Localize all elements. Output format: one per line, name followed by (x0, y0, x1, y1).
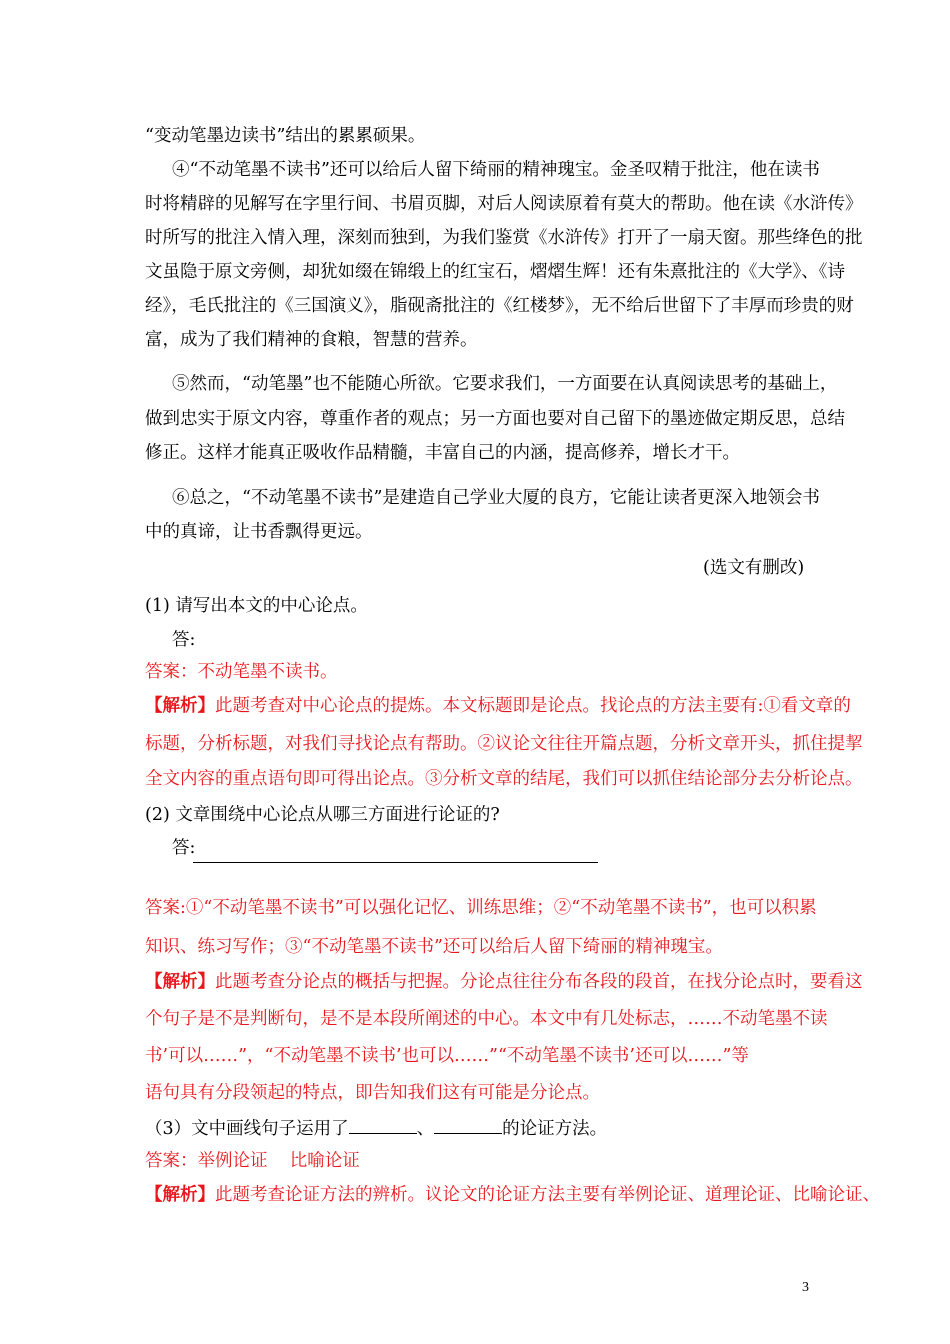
passage-p4-line-3: 时所写的批注入情入理，深刻而独到，为我们鉴赏《水浒传》打开了一扇天窗。那些绛色的批 (145, 228, 863, 248)
q2-question: (2) 文章围绕中心论点从哪三方面进行论证的? (145, 805, 500, 825)
q3-blank-1[interactable] (349, 1115, 417, 1134)
q3-analysis-tag: 【解析】 (145, 1185, 215, 1205)
q1-analysis-line-1 (145, 694, 851, 718)
passage-p5-line-2: 做到忠实于原文内容，尊重作者的观点；另一方面也要对自己留下的墨迹做定期反思，总结 (145, 409, 845, 429)
passage-p4-line-6: 富，成为了我们精神的食粮，智慧的营养。 (145, 330, 478, 350)
q2-analysis-tag: 【解析】 (145, 972, 215, 992)
q2-answer-line (172, 836, 195, 860)
passage-p4-line-2: 时将精辟的见解写在字里行间、书眉页脚，对后人阅读原着有莫大的帮助。他在读《水浒传》 (145, 194, 863, 214)
q2-answer-line-2: 知识、练习写作；③“不动笔墨不读书”还可以给后人留下绮丽的精神瑰宝。 (145, 937, 723, 957)
page-number: 3 (802, 1280, 809, 1295)
q1-analysis-line-3: 全文内容的重点语句即可得出论点。③分析文章的结尾，我们可以抓住结论部分去分析论点。 (145, 769, 863, 789)
q2-analysis-line-2: 个句子是不是判断句，是不是本段所阐述的中心。本文中有几处标志，……不动笔墨不读 (145, 1009, 828, 1029)
passage-p6-line-2: 中的真谛，让书香飘得更远。 (145, 522, 373, 542)
q3-question-sep: 、 (416, 1119, 435, 1139)
source-note: (选文有删改) (703, 558, 805, 578)
passage-p5-line-3: 修正。这样才能真正吸收作品精髓，丰富自己的内涵，提高修养，增长才干。 (145, 443, 740, 463)
q3-analysis-line-1 (145, 1183, 880, 1207)
passage-p4-line-4: 文虽隐于原文旁侧，却犹如缀在锦缎上的红宝石，熠熠生辉！还有朱熹批注的《大学》、《诗 (145, 262, 845, 282)
q2-answer-blank[interactable] (193, 862, 598, 863)
q1-analysis-line-2: 标题，分析标题，对我们寻找论点有帮助。②议论文往往开篇点题，分析文章开头，抓住提挈 (145, 734, 863, 754)
passage-p5-line-1: ⑤然而，“动笔墨”也不能随心所欲。它要求我们，一方面要在认真阅读思考的基础上， (172, 374, 838, 394)
q2-analysis-line-1 (145, 970, 863, 994)
passage-p6-line-1: ⑥总之，“不动笔墨不读书”是建造自己学业大厦的良方，它能让读者更深入地领会书 (172, 488, 820, 508)
passage-p4-line-5: 经》，毛氏批注的《三国演义》，脂砚斋批注的《红楼梦》，无不给后世留下了丰厚而珍贵的财 (145, 296, 854, 316)
q1-answer: 答案：不动笔墨不读书。 (145, 662, 338, 682)
q1-question: (1) 请写出本文的中心论点。 (145, 596, 368, 616)
q1-answer-prompt: 答: (172, 630, 196, 650)
q2-analysis-line-3: 书’可以……”，“不动笔墨不读书’也可以……”“不动笔墨不读书’还可以……”等 (145, 1046, 749, 1066)
q3-answer: 答案：举例论证 比喻论证 (145, 1151, 360, 1171)
q3-analysis-text: 此题考查论证方法的辨析。议论文的论证方法主要有举例论证、道理论证、比喻论证、 (215, 1185, 880, 1205)
q2-analysis-text: 此题考查分论点的概括与把握。分论点往往分布各段的段首，在找分论点时，要看这 (215, 972, 863, 992)
q3-question-post: 的论证方法。 (502, 1119, 608, 1139)
q3-question (145, 1115, 607, 1141)
q2-answer-line-1: 答案:①“不动笔墨不读书”可以强化记忆、训练思维；②“不动笔墨不读书”，也可以积累 (145, 898, 817, 918)
passage-p4-line-1: ④“不动笔墨不读书”还可以给后人留下绮丽的精神瑰宝。金圣叹精于批注，他在读书 (172, 160, 820, 180)
q2-analysis-line-4: 语句具有分段领起的特点，即告知我们这有可能是分论点。 (145, 1083, 600, 1103)
q2-answer-prompt: 答: (172, 838, 196, 858)
q1-analysis-text: 此题考查对中心论点的提炼。本文标题即是论点。找论点的方法主要有:①看文章的 (215, 696, 851, 716)
q3-question-pre: （3）文中画线句子运用了 (145, 1119, 349, 1139)
q1-analysis-tag: 【解析】 (145, 696, 215, 716)
q3-blank-2[interactable] (434, 1115, 502, 1134)
passage-p3-end: “变动笔墨边读书”结出的累累硕果。 (145, 126, 426, 146)
